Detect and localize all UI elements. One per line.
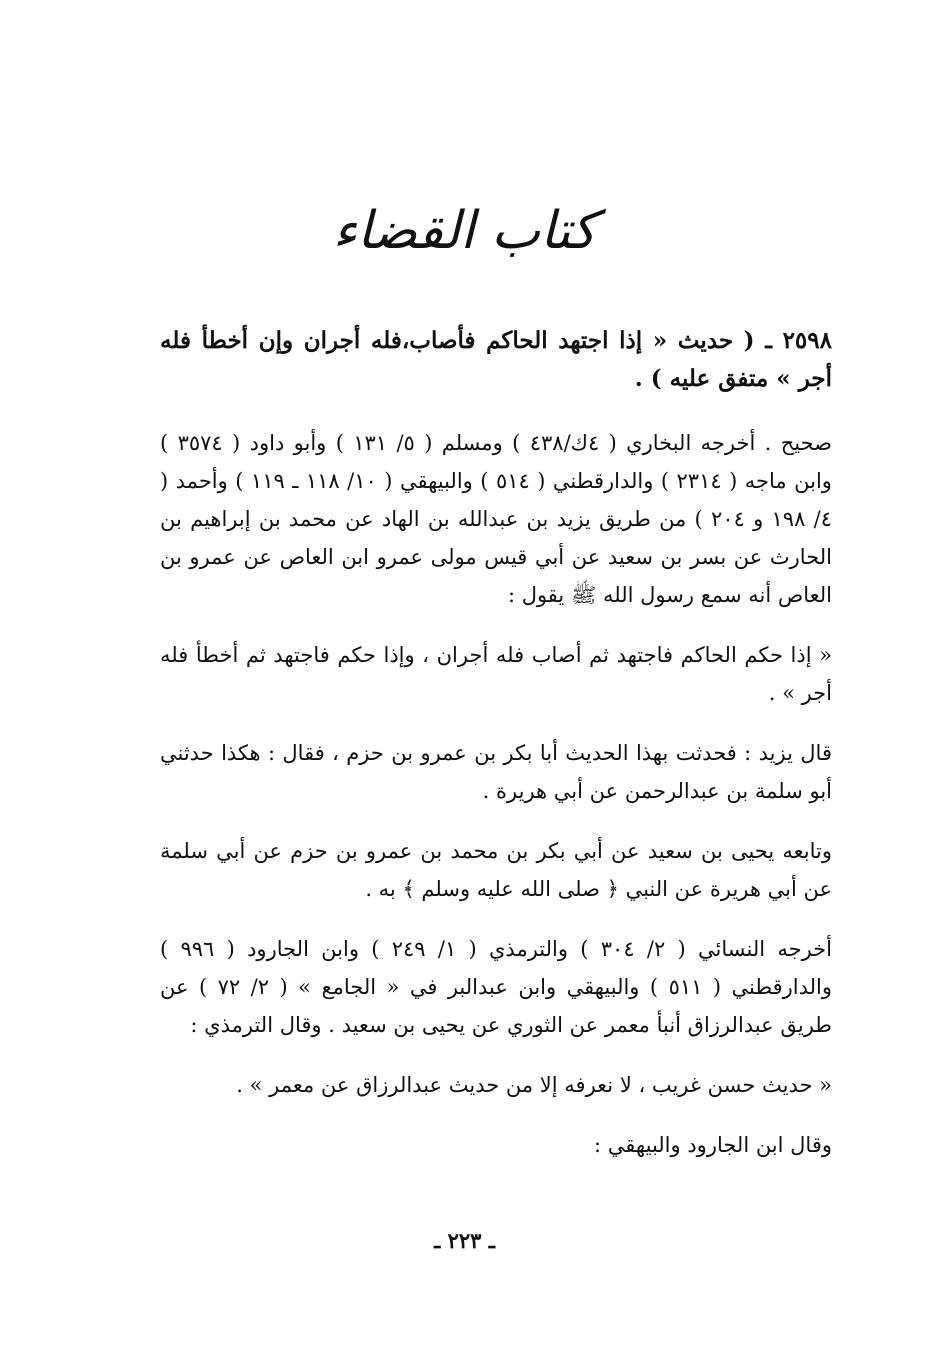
paragraph-mutabaa: وتابعه يحيى بن سعيد عن أبي بكر بن محمد بن عمرو بن حزم عن أبي سلمة عن أبي هريرة عن النبي ﴿ صلى الله عليه وسلم ﴾ به .	[160, 839, 832, 901]
page-number: ـ ٢٢٣ ـ	[434, 1228, 495, 1253]
paragraph-nasai: أخرجه النسائي ( ٢/ ٣٠٤ ) والترمذي ( ١/ ٢٤٩ ) وابن الجارود ( ٩٩٦ ) والدارقطني ( ٥١١ ) والبيهقي وابن عبدالبر في « الجامع » ( ٢/ ٧٢ ) عن طريق عبدالرزاق أنبأ معمر عن الثوري عن يحيى بن سعيد . وقال الترمذي :	[160, 937, 832, 1037]
paragraph-hadith-text: « إذا حكم الحاكم فاجتهد ثم أصاب فله أجران ، وإذا حكم فاجتهد ثم أخطأ فله أجر » .	[160, 643, 832, 705]
paragraph-takhrij: صحيح . أخرجه البخاري ( ٤ك/٤٣٨ ) ومسلم ( ٥/ ١٣١ ) وأبو داود ( ٣٥٧٤ ) وابن ماجه ( ٢٣١٤ ) والدارقطني ( ٥١٤ ) والبيهقي ( ١٠/ ١١٨ ـ ١١٩ ) وأحمد ( ٤/ ١٩٨ و ٢٠٤ ) من طريق يزيد بن عبدالله بن الهاد عن محمد بن إبراهيم بن الحارث عن بسر بن سعيد عن أبي قيس مولى عمرو ابن العاص عن عمرو بن العاص أنه سمع رسول الله ﷺ يقول :	[160, 431, 832, 607]
body-text	[160, 322, 832, 1164]
chapter-title: كتاب القضاء	[332, 201, 597, 261]
paragraph-tirmidhi-quote: « حديث حسن غريب ، لا نعرفه إلا من حديث عبدالرزاق عن معمر » .	[236, 1073, 832, 1097]
paragraph-yazid: قال يزيد : فحدثت بهذا الحديث أبا بكر بن عمرو بن حزم ، فقال : هكذا حدثني أبو سلمة بن عبدالرحمن عن أبي هريرة .	[160, 741, 832, 803]
paragraph-ibn-jarud: وقال ابن الجارود والبيهقي :	[594, 1133, 832, 1157]
hadith-heading: ٢٥٩٨ ـ ( حديث « إذا اجتهد الحاكم فأصاب،فله أجران وإن أخطأ فله أجر » متفق عليه ) .	[160, 327, 832, 392]
